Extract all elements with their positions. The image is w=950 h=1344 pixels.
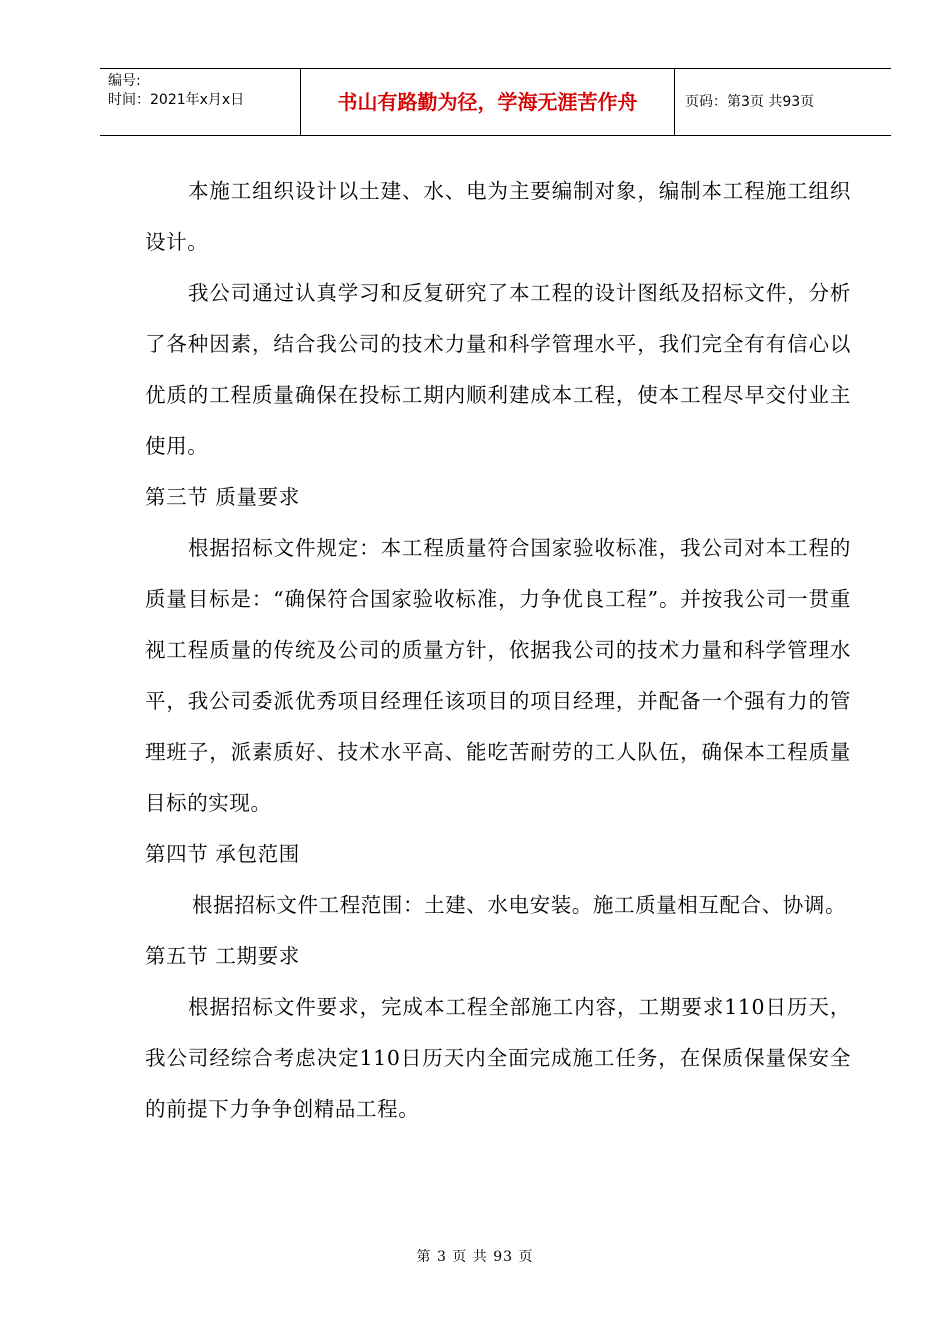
section-heading-scope: 第四节 承包范围	[145, 842, 300, 866]
page-header	[100, 68, 891, 136]
header-page-label: 页码：第3页 共93页	[685, 94, 815, 110]
document-body	[145, 166, 851, 1135]
time-label: 时间：2021年x月x日	[108, 92, 245, 108]
header-motto: 书山有路勤为径，学海无涯苦作舟	[301, 69, 675, 135]
paragraph-scope: 根据招标文件工程范围：土建、水电安装。施工质量相互配合、协调。	[192, 893, 847, 917]
page-footer: 第 3 页 共 93 页	[416, 1249, 534, 1265]
section-heading-quality: 第三节 质量要求	[145, 485, 300, 509]
section-heading-schedule: 第五节 工期要求	[145, 944, 300, 968]
paragraph-quality: 根据招标文件规定：本工程质量符合国家验收标准，我公司对本工程的质量目标是：“确保符合国家验收标准，力争优良工程”。并按我公司一贯重视工程质量的传统及公司的质量方针，依据我公司的技术力量和科学管理水平，我公司委派优秀项目经理任该项目的项目经理，并配备一个强有力的管理班子，派素质好、技术水平高、能吃苦耐劳的工人队伍，确保本工程质量目标的实现。	[145, 536, 851, 815]
paragraph-intro: 本施工组织设计以土建、水、电为主要编制对象，编制本工程施工组织设计。	[145, 179, 851, 254]
number-label: 编号:	[108, 73, 141, 89]
header-meta	[100, 69, 301, 135]
paragraph-schedule: 根据招标文件要求，完成本工程全部施工内容，工期要求110日历天，我公司经综合考虑决定110日历天内全面完成施工任务，在保质保量保安全的前提下力争争创精品工程。	[145, 995, 851, 1121]
paragraph-study: 我公司通过认真学习和反复研究了本工程的设计图纸及招标文件，分析了各种因素，结合我公司的技术力量和科学管理水平，我们完全有有信心以优质的工程质量确保在投标工期内顺利建成本工程，使本工程尽早交付业主使用。	[145, 281, 851, 458]
